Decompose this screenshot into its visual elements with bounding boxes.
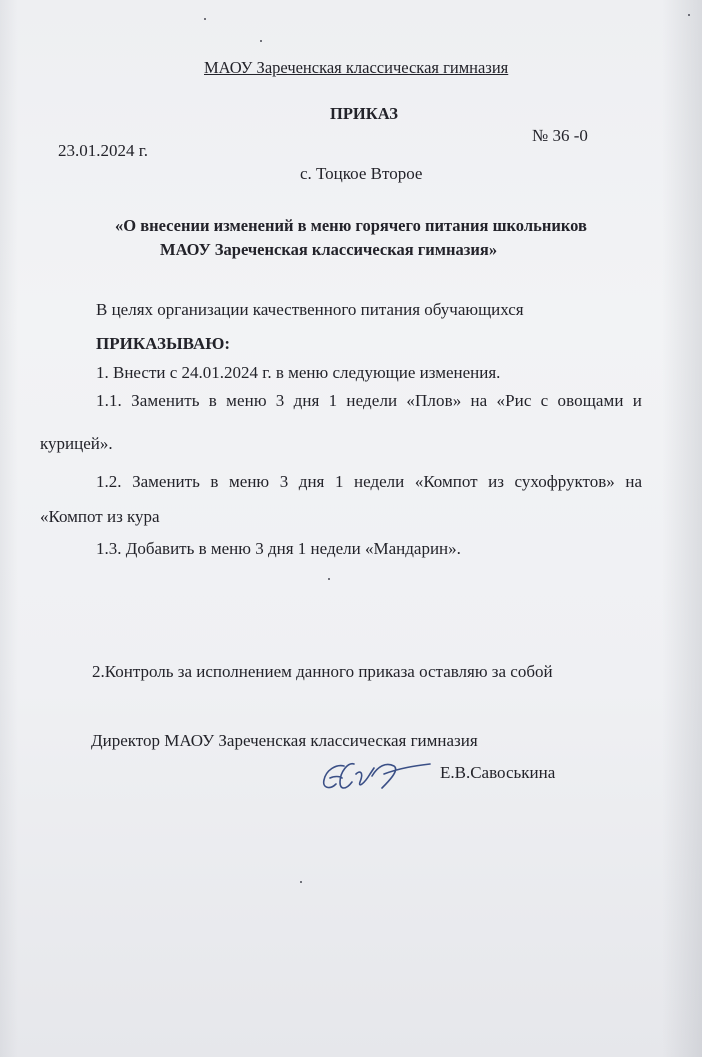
signer-name: Е.В.Савоськина: [440, 763, 556, 782]
speck: [688, 14, 690, 16]
order-word: ПРИКАЗЫВАЮ:: [96, 334, 231, 353]
document-type-title: ПРИКАЗ: [330, 104, 398, 123]
order-item-1-2-line-2: «Компот из кура: [40, 507, 160, 526]
director-position: Директор МАОУ Зареченская классическая гимназия: [91, 731, 478, 750]
control-clause: 2.Контроль за исполнением данного приказа оставляю за собой: [92, 662, 553, 681]
page-shadow-left: [0, 0, 18, 1057]
order-item-1-3: 1.3. Добавить в меню 3 дня 1 недели «Мандарин».: [96, 539, 461, 558]
subject-line-2: МАОУ Зареченская классическая гимназия»: [160, 240, 498, 259]
order-item-1: 1. Внести с 24.01.2024 г. в меню следующие изменения.: [96, 363, 501, 382]
document-date: 23.01.2024 г.: [58, 141, 149, 160]
page-shadow-right: [662, 0, 702, 1057]
organization-header: МАОУ Зареченская классическая гимназия: [204, 58, 509, 77]
handwritten-signature: [314, 752, 434, 802]
subject-line-1: «О внесении изменений в меню горячего питания школьников: [115, 216, 587, 235]
purpose-paragraph: В целях организации качественного питания обучающихся: [96, 300, 524, 319]
order-item-1-1-line-1: 1.1. Заменить в меню 3 дня 1 недели «Плов» на «Рис с овощами и: [96, 391, 642, 410]
document-place: с. Тоцкое Второе: [300, 164, 423, 183]
speck: [328, 578, 330, 580]
speck: [260, 40, 262, 42]
speck: [204, 18, 206, 20]
order-item-1-1-line-2: курицей».: [40, 434, 113, 453]
order-item-1-2-line-1: 1.2. Заменить в меню 3 дня 1 недели «Компот из сухофруктов» на: [96, 472, 642, 491]
document-number: № 36 -0: [532, 126, 588, 145]
speck: [300, 881, 302, 883]
